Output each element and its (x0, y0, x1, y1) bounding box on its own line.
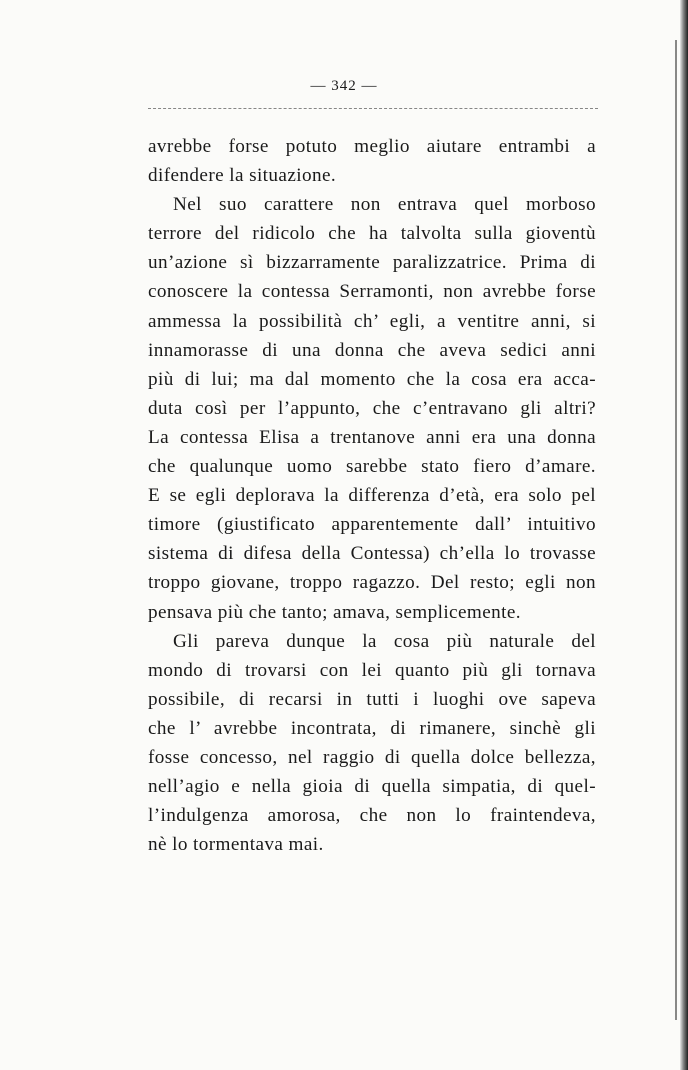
text-line: avrebbe forse potuto meglio aiutare entrambi a (148, 136, 596, 157)
text-line: innamorasse di una donna che aveva sedici anni (148, 339, 596, 361)
body-text (148, 132, 596, 859)
text-line: troppo giovane, troppo ragazzo. Del resto; egli non (148, 572, 596, 594)
text-line: Nel suo carattere non entrava quel morboso (173, 194, 596, 216)
text-line: ammessa la possibilità ch’ egli, a ventitre anni, si (148, 310, 596, 332)
text-line: mondo di trovarsi con lei quanto più gli tornava (148, 659, 596, 681)
text-line: fosse concesso, nel raggio di quella dolce bellezza, (148, 746, 596, 768)
text-line: che qualunque uomo sarebbe stato fiero d’amare. (148, 456, 596, 478)
text-line: che l’ avrebbe incontrata, di rimanere, sinchè gli (148, 717, 596, 739)
paragraph-1 (148, 132, 596, 190)
text-line: terrore del ridicolo che ha talvolta sulla gioventù (148, 223, 596, 245)
text-line: E se egli deplorava la differenza d’età, era solo pel (148, 485, 596, 507)
text-line: sistema di difesa della Contessa) ch’ella lo trovasse (148, 543, 596, 565)
text-line: l’indulgenza amorosa, che non lo fraintendeva, (148, 805, 596, 827)
text-line: nè lo tormentava mai. (148, 834, 324, 856)
text-line: difendere la situazione. (148, 165, 337, 187)
text-line: conoscere la contessa Serramonti, non avrebbe forse (148, 281, 596, 303)
text-line: pensava più che tanto; amava, semplicemente. (148, 601, 521, 623)
header-rule (148, 108, 598, 109)
text-line: possibile, di recarsi in tutti i luoghi ove sapeva (148, 688, 596, 710)
text-line: duta così per l’appunto, che c’entravano gli altri? (148, 397, 596, 419)
text-line: più di lui; ma dal momento che la cosa era acca- (148, 368, 596, 390)
text-line: Gli pareva dunque la cosa più naturale del (173, 630, 596, 652)
paragraph-2 (148, 190, 596, 626)
paragraph-3 (148, 627, 596, 860)
page-edge-shadow (680, 0, 688, 1070)
text-line: timore (giustificato apparentemente dall’ intuitivo (148, 514, 596, 536)
page-edge-line (675, 40, 677, 1020)
text-line: nell’agio e nella gioia di quella simpatia, di quel- (148, 776, 596, 798)
page-number: — 342 — (310, 78, 378, 94)
text-line: La contessa Elisa a trentanove anni era una donna (148, 426, 596, 448)
text-line: un’azione sì bizzarramente paralizzatrice. Prima di (148, 252, 596, 274)
